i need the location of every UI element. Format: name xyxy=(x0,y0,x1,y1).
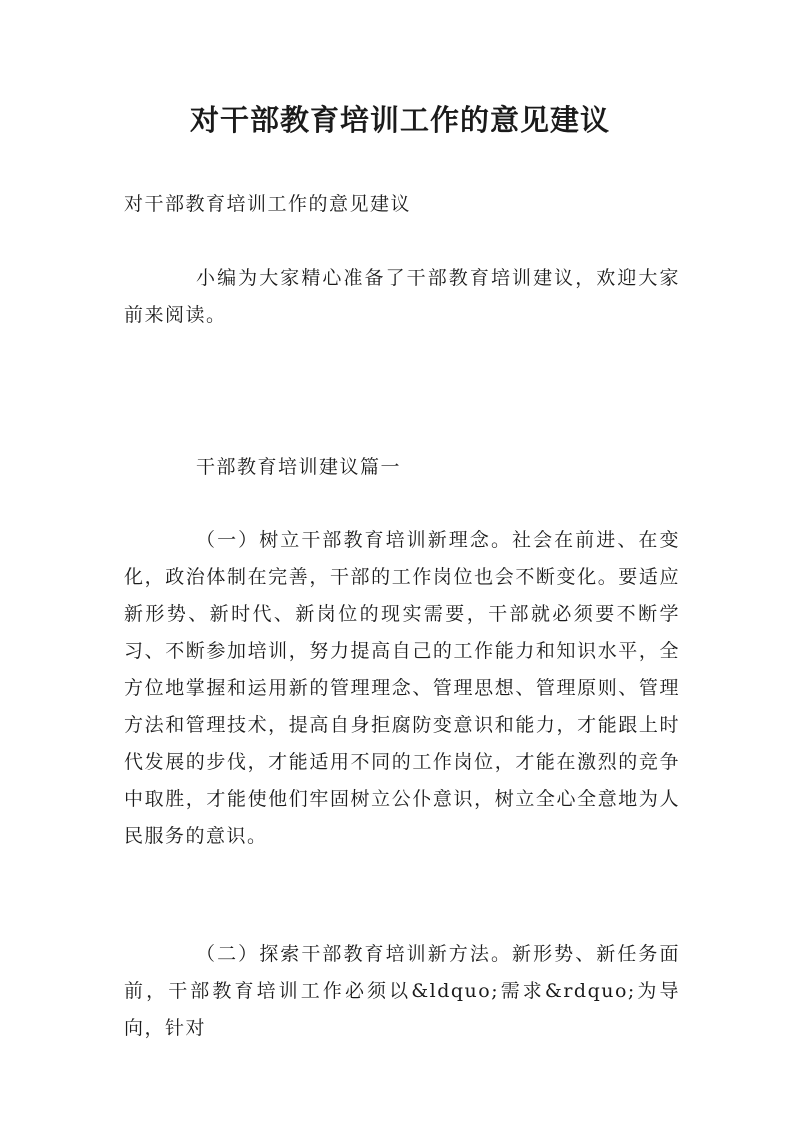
document-subtitle: 对干部教育培训工作的意见建议 xyxy=(124,193,412,215)
body-paragraph-1: （一）树立干部教育培训新理念。社会在前进、在变化，政治体制在完善，干部的工作岗位也会不断变化。要适应新形势、新时代、新岗位的现实需要，干部就必须要不断学习、不断参加培训，努力提高自己的工作能力和知识水平，全方位地掌握和运用新的管理理念、管理思想、管理原则、管理方法和管理技术，提高自身拒腐防变意识和能力，才能跟上时代发展的步伐，才能适用不同的工作岗位，才能在激烈的竞争中取胜，才能使他们牢固树立公仆意识，树立全心全意地为人民服务的意识。 xyxy=(124,529,680,847)
section-heading: 干部教育培训建议篇一 xyxy=(196,456,402,478)
body-paragraph-2: （二）探索干部教育培训新方法。新形势、新任务面前，干部教育培训工作必须以&ldquo;需求&rdquo;为导向，针对 xyxy=(124,943,680,1039)
document-title: 对干部教育培训工作的意见建议 xyxy=(189,103,610,137)
intro-paragraph: 小编为大家精心准备了干部教育培训建议，欢迎大家前来阅读。 xyxy=(124,267,680,326)
